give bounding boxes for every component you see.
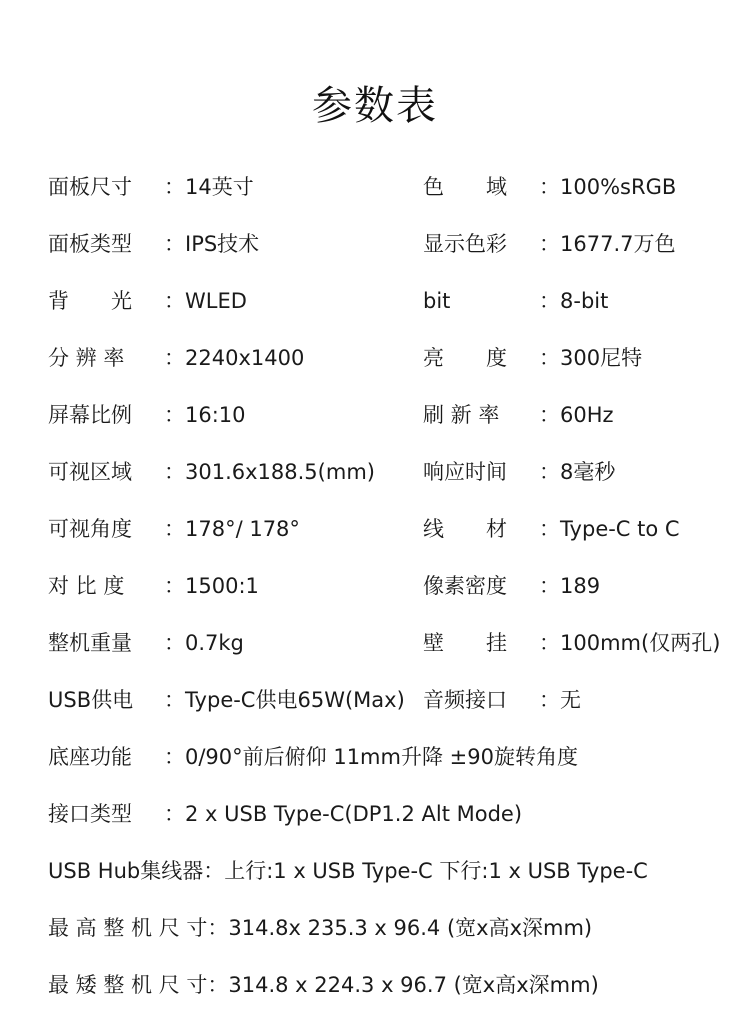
spec-label: 屏幕比例: [48, 403, 132, 427]
spec-label: 背 光: [48, 289, 132, 313]
spec-value: WLED: [185, 289, 247, 313]
spec-row: [0, 171, 750, 203]
spec-label: 显示色彩: [423, 232, 507, 256]
spec-value: 301.6x188.5(mm): [185, 460, 375, 484]
spec-row: [0, 342, 750, 374]
spec-value: 314.8 x 224.3 x 96.7 (宽x高x深mm): [228, 973, 599, 997]
spec-value: 无: [560, 688, 581, 712]
spec-value: 1677.7万色: [560, 232, 676, 256]
spec-row: [0, 285, 750, 317]
spec-refresh-rate: 刷 新 率 ：60Hz: [423, 399, 614, 431]
spec-pixel-density: 像素密度 ：189: [423, 570, 600, 602]
spec-row: [0, 228, 750, 260]
spec-value: 0.7kg: [185, 631, 244, 655]
spec-label: 可视区域: [48, 460, 132, 484]
spec-value: 1500:1: [185, 574, 259, 598]
spec-value: 314.8x 235.3 x 96.4 (宽x高x深mm): [228, 916, 593, 940]
spec-value: 16:10: [185, 403, 246, 427]
spec-audio-port: 音频接口 ：无: [423, 684, 581, 716]
spec-value: Type-C供电65W(Max): [185, 688, 405, 712]
spec-brightness: 亮 度 ：300尼特: [423, 342, 642, 374]
spec-value: 8-bit: [560, 289, 609, 313]
spec-label: 对 比 度: [48, 574, 125, 598]
spec-value: IPS技术: [185, 232, 260, 256]
spec-row: [0, 627, 750, 659]
spec-display-colors: 显示色彩 ：1677.7万色: [423, 228, 675, 260]
spec-value: 178°/ 178°: [185, 517, 300, 541]
spec-backlight: 背 光 ：WLED: [48, 285, 247, 317]
page-title: 参数表: [312, 83, 438, 129]
spec-label: 壁 挂: [423, 631, 507, 655]
spec-label: 整机重量: [48, 631, 132, 655]
spec-label: 线 材: [423, 517, 507, 541]
spec-value: 300尼特: [560, 346, 643, 370]
spec-label: USB Hub集线器: [48, 859, 204, 883]
spec-row-stand: 底座功能 ：0/90°前后俯仰 11mm升降 ±90旋转角度: [0, 741, 750, 773]
spec-wall-mount: 壁 挂 ：100mm(仅两孔): [423, 627, 720, 659]
spec-value: Type-C to C: [560, 517, 680, 541]
spec-label: 最 矮 整 机 尺 寸: [48, 973, 208, 997]
spec-label: 刷 新 率: [423, 403, 500, 427]
spec-usb-power: USB供电 ：Type-C供电65W(Max): [48, 684, 405, 716]
spec-label: 分 辨 率: [48, 346, 125, 370]
spec-value: 100mm(仅两孔): [560, 631, 721, 655]
spec-label: 音频接口: [423, 688, 507, 712]
spec-value: 2 x USB Type-C(DP1.2 Alt Mode): [185, 802, 523, 826]
spec-label: 色 域: [423, 175, 507, 199]
spec-label: 底座功能: [48, 745, 132, 769]
spec-row-ports: 接口类型 ：2 x USB Type-C(DP1.2 Alt Mode): [0, 798, 750, 830]
spec-resolution: 分 辨 率 ：2240x1400: [48, 342, 304, 374]
spec-label: 最 高 整 机 尺 寸: [48, 916, 208, 940]
spec-value: 2240x1400: [185, 346, 305, 370]
spec-label: 面板尺寸: [48, 175, 132, 199]
spec-aspect-ratio: 屏幕比例 ：16:10: [48, 399, 246, 431]
spec-label: 响应时间: [423, 460, 507, 484]
spec-viewing-angle: 可视角度 ：178°/ 178°: [48, 513, 300, 545]
spec-row-usb-hub: USB Hub集线器：上行:1 x USB Type-C 下行:1 x USB Type-C: [0, 855, 750, 887]
spec-label: 亮 度: [423, 346, 507, 370]
spec-row: [0, 513, 750, 545]
spec-row: [0, 570, 750, 602]
spec-value: 上行:1 x USB Type-C 下行:1 x USB Type-C: [224, 859, 648, 883]
spec-label: 像素密度: [423, 574, 507, 598]
spec-response-time: 响应时间 ：8毫秒: [423, 456, 615, 488]
spec-row: [0, 684, 750, 716]
spec-row: [0, 456, 750, 488]
spec-panel-size: 面板尺寸 ：14英寸: [48, 171, 254, 203]
spec-weight: 整机重量 ：0.7kg: [48, 627, 244, 659]
spec-row-max-size: 最 高 整 机 尺 寸：314.8x 235.3 x 96.4 (宽x高x深mm): [0, 912, 750, 944]
spec-value: 60Hz: [560, 403, 614, 427]
spec-value: 14英寸: [185, 175, 254, 199]
spec-row: [0, 399, 750, 431]
spec-panel-type: 面板类型 ：IPS技术: [48, 228, 259, 260]
spec-value: 0/90°前后俯仰 11mm升降 ±90旋转角度: [185, 745, 578, 769]
spec-value: 100%sRGB: [560, 175, 677, 199]
spec-value: 189: [560, 574, 601, 598]
spec-label: USB供电: [48, 688, 134, 712]
spec-label: 可视角度: [48, 517, 132, 541]
spec-contrast: 对 比 度 ：1500:1: [48, 570, 259, 602]
spec-label: bit: [423, 289, 451, 313]
spec-row-min-size: 最 矮 整 机 尺 寸：314.8 x 224.3 x 96.7 (宽x高x深mm): [0, 969, 750, 1001]
spec-cable: 线 材 ：Type-C to C: [423, 513, 680, 545]
spec-color-gamut: 色 域 ：100%sRGB: [423, 171, 676, 203]
spec-value: 8毫秒: [560, 460, 616, 484]
spec-bit: bit ：8-bit: [423, 285, 608, 317]
spec-label: 面板类型: [48, 232, 132, 256]
spec-label: 接口类型: [48, 802, 132, 826]
spec-viewable-area: 可视区域 ：301.6x188.5(mm): [48, 456, 375, 488]
